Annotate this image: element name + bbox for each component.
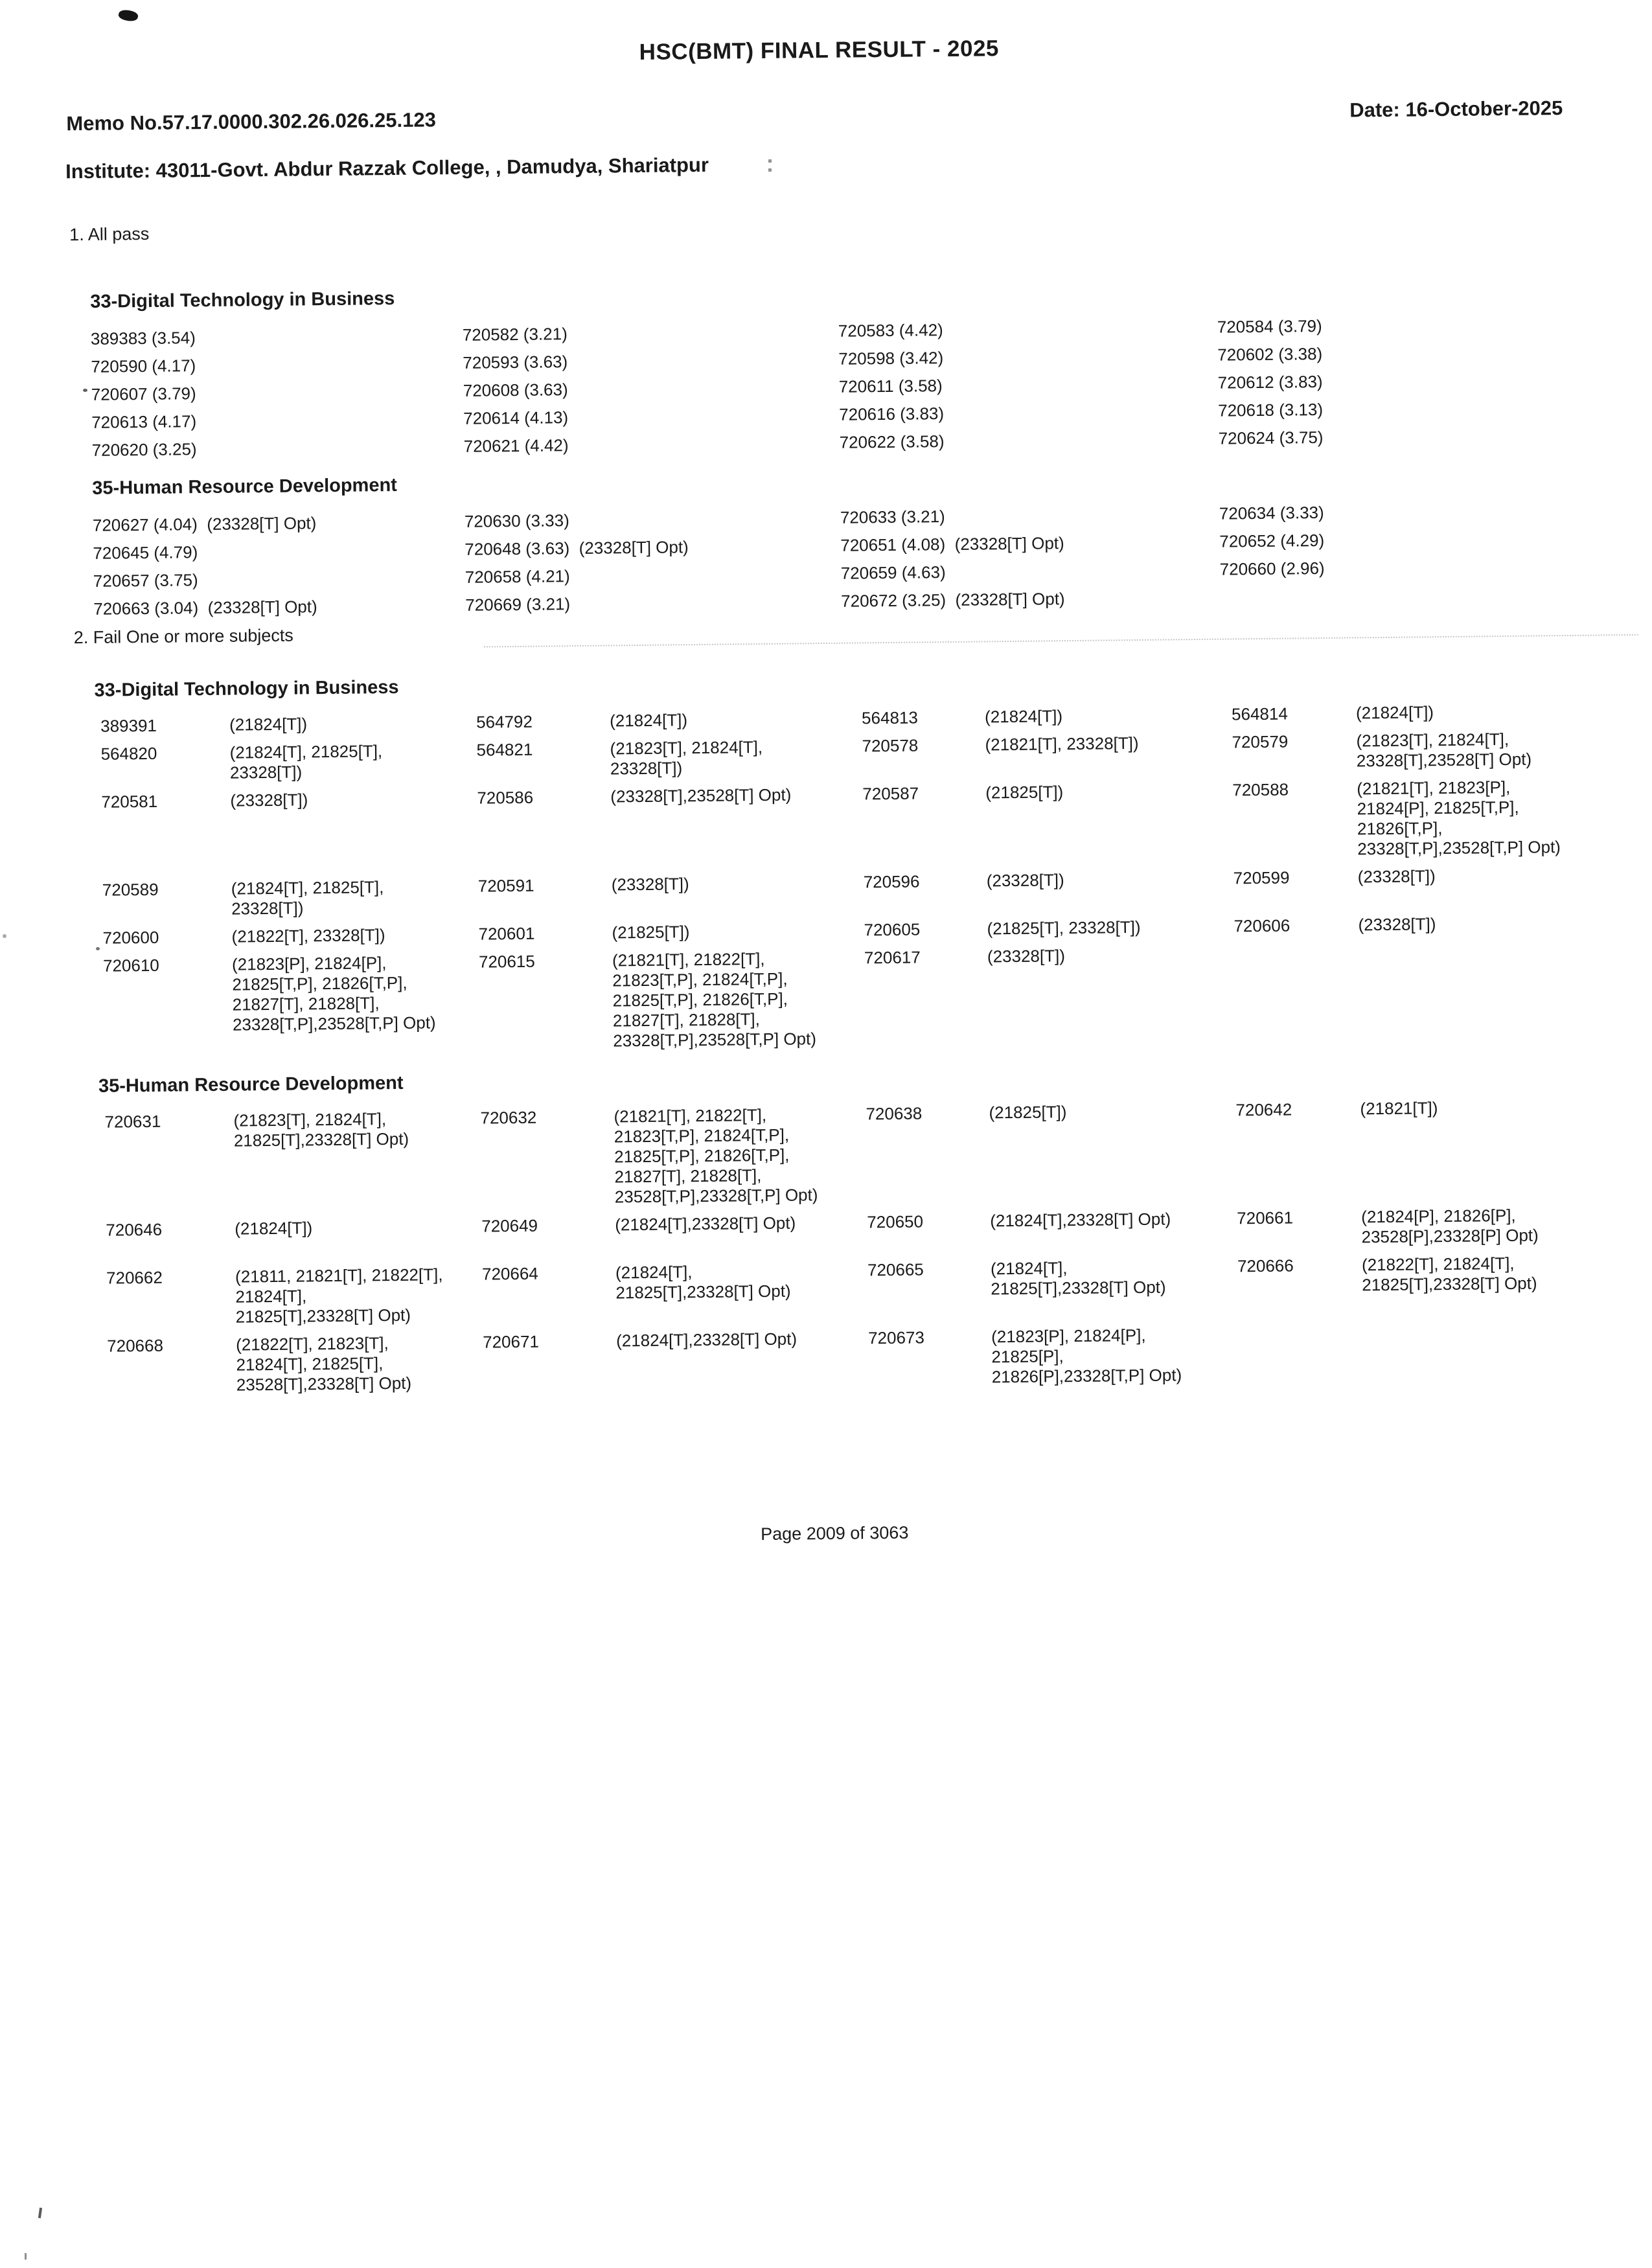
roll-number: 720638 [866, 1103, 923, 1124]
failed-subjects: (21825[T]) [985, 782, 1064, 803]
roll-number: 564820 [100, 743, 157, 764]
roll-number: 720665 [867, 1259, 924, 1280]
roll-gpa-cell: 720590 (4.17) [91, 356, 196, 376]
failed-subjects: (21824[T], 21825[T],23328[T] Opt) [615, 1262, 791, 1303]
section-rows [0, 499, 1651, 620]
failed-subjects: (21825[T]) [989, 1102, 1067, 1123]
failed-subjects: (23328[T]) [1358, 914, 1436, 935]
failed-subjects: (21825[T]) [612, 922, 690, 943]
memo-row [0, 97, 1646, 136]
roll-number: 564792 [476, 711, 533, 732]
roll-number: 720578 [862, 735, 919, 756]
roll-gpa-cell: 720648 (3.63) (23328[T] Opt) [465, 537, 689, 559]
scan-artifact-speck [3, 934, 6, 938]
roll-number: 720649 [481, 1215, 538, 1236]
roll-number: 720599 [1233, 867, 1290, 888]
roll-gpa-cell: 389383 (3.54) [90, 328, 196, 349]
failed-subjects: (21823[T], 21824[T], 21825[T],23328[T] Opt) [233, 1109, 409, 1151]
roll-number [1234, 943, 1359, 944]
roll-gpa-cell: 720663 (3.04) (23328[T] Opt) [93, 597, 317, 619]
roll-gpa-cell: 720624 (3.75) [1218, 427, 1324, 448]
roll-gpa-cell: 720593 (3.63) [463, 352, 568, 372]
roll-gpa-cell: 720583 (4.42) [838, 320, 943, 341]
roll-number: 720671 [482, 1331, 540, 1352]
result-row [106, 1252, 1652, 1329]
roll-gpa-cell: 720607 (3.79) [91, 384, 196, 404]
failed-subjects: (23328[T]) [987, 946, 1066, 967]
roll-gpa-cell: 720608 (3.63) [463, 380, 568, 400]
roll-number: 720579 [1232, 731, 1289, 752]
roll-number: 720662 [106, 1267, 163, 1288]
roll-gpa-cell: 720652 (4.29) [1219, 530, 1325, 551]
roll-gpa-cell: 720616 (3.83) [839, 404, 945, 424]
result-row [102, 864, 1652, 921]
failed-subjects: (21824[T]) [235, 1218, 313, 1239]
roll-number: 720588 [1232, 779, 1289, 800]
failed-subjects: (21823[P], 21824[P], 21825[P], 21826[P],23328[T,P] Opt) [991, 1325, 1182, 1387]
failed-subjects: (21824[T], 21825[T], 23328[T]) [231, 877, 384, 919]
roll-gpa-cell: 720658 (4.21) [465, 566, 570, 587]
roll-number: 720650 [867, 1211, 924, 1232]
roll-gpa-cell: 720614 (4.13) [463, 407, 569, 428]
result-row [104, 1096, 1652, 1213]
roll-gpa-cell: 720622 (3.58) [839, 431, 945, 452]
roll-number: 564813 [861, 707, 919, 728]
failed-subjects: (21823[P], 21824[P], 21825[T,P], 21826[T,P], 21827[T], 21828[T], 23328[T,P],23528[T,P] Opt) [231, 953, 436, 1035]
trade-section [0, 274, 1649, 461]
roll-number: 720617 [864, 947, 921, 968]
roll-number: 389391 [100, 715, 157, 736]
roll-gpa-cell: 720651 (4.08) (23328[T] Opt) [840, 533, 1064, 555]
section-heading: 33-Digital Technology in Business [94, 676, 399, 701]
failed-subjects: (21824[T], 21825[T],23328[T] Opt) [990, 1258, 1166, 1299]
failed-subjects: (21825[T], 23328[T]) [987, 917, 1141, 939]
roll-gpa-cell: 720620 (3.25) [91, 439, 197, 460]
failed-subjects [1362, 1320, 1652, 1323]
roll-gpa-cell: 720659 (4.63) [840, 562, 946, 583]
failed-subjects: (23328[T]) [230, 790, 308, 810]
failed-subjects: (21824[T]) [229, 714, 308, 735]
roll-number: 720591 [477, 875, 534, 896]
roll-number: 720587 [862, 783, 919, 804]
roll-number: 720596 [863, 871, 920, 892]
roll-number: 720606 [1233, 915, 1291, 936]
roll-gpa-cell: 720611 (3.58) [838, 376, 943, 396]
failed-subjects: (21822[T], 21824[T], 21825[T],23328[T] Opt) [1361, 1253, 1537, 1295]
trade-section [4, 1059, 1652, 1398]
results-body [0, 208, 1652, 1398]
roll-gpa-cell: 720618 (3.13) [1217, 399, 1324, 420]
failed-subjects: (21822[T], 23328[T]) [231, 925, 385, 946]
roll-number: 564821 [476, 739, 533, 760]
roll-number: 720615 [478, 951, 535, 972]
roll-gpa-cell: 720669 (3.21) [465, 594, 571, 615]
failed-subjects: (21822[T], 21823[T], 21824[T], 21825[T], 23528[T],23328[T] Opt) [236, 1333, 412, 1395]
scan-artifact-speck [768, 159, 772, 163]
page-number: Page 2009 of 3063 [761, 1522, 909, 1544]
failed-subjects: (21824[T],23328[T] Opt) [990, 1209, 1171, 1231]
section-rows [0, 313, 1649, 461]
failed-subjects: (21821[T], 23328[T]) [985, 733, 1139, 755]
failed-subjects: (23328[T]) [611, 874, 689, 895]
failed-subjects: (21824[T],23328[T] Opt) [615, 1329, 797, 1351]
page-title: HSC(BMT) FINAL RESULT - 2025 [639, 36, 1000, 65]
result-row [100, 728, 1652, 785]
roll-gpa-cell: 720633 (3.21) [840, 507, 945, 527]
roll-gpa-cell: 720582 (3.21) [462, 324, 568, 345]
roll-number: 720642 [1235, 1099, 1292, 1120]
roll-number: 564814 [1231, 704, 1288, 724]
section-rows [0, 700, 1652, 1058]
roll-gpa-cell: 720645 (4.79) [93, 542, 198, 563]
failed-subjects: (21824[T],23328[T] Opt) [615, 1213, 796, 1235]
roll-gpa-cell: 720598 (3.42) [838, 348, 944, 369]
trade-section [0, 663, 1652, 1058]
roll-number: 720581 [101, 791, 158, 812]
roll-number: 720589 [102, 879, 159, 900]
failed-subjects [1359, 940, 1652, 943]
roll-gpa-cell: 720627 (4.04) (23328[T] Opt) [92, 513, 317, 535]
failed-subjects: (21811, 21821[T], 21822[T], 21824[T], 21825[T],23328[T] Opt) [235, 1265, 443, 1327]
roll-gpa-cell: 720584 (3.79) [1217, 315, 1322, 337]
failed-subjects: (23328[T]) [986, 870, 1064, 891]
failed-subjects: (21821[T], 21823[P], 21824[P], 21825[T,P], 21826[T,P], 23328[T,P],23528[T,P] Opt) [1357, 777, 1561, 859]
group-label: 2. Fail One or more subjects [73, 625, 294, 648]
failed-subjects: (21821[T], 21822[T], 21823[T,P], 21824[T,P], 21825[T,P], 21826[T,P], 21827[T], 21828[T], 23328[T,P],23528[T,P] Opt) [612, 949, 817, 1051]
failed-subjects: (21824[P], 21826[P], 23528[P],23328[P] Opt) [1361, 1205, 1539, 1247]
failed-subjects: (21823[T], 21824[T], 23328[T],23528[T] Opt) [1356, 729, 1532, 771]
roll-number: 720632 [480, 1107, 537, 1128]
section-heading: 33-Digital Technology in Business [90, 288, 395, 312]
failed-subjects: (23328[T],23528[T] Opt) [610, 785, 792, 807]
failed-subjects: (21824[T]) [1355, 702, 1434, 723]
group-label: 1. All pass [69, 223, 150, 245]
failed-subjects: (23328[T]) [1357, 866, 1436, 887]
roll-number: 720673 [867, 1327, 925, 1348]
roll-gpa-cell: 720613 (4.17) [91, 411, 197, 432]
roll-gpa-cell: 720621 (4.42) [463, 435, 569, 456]
roll-number: 720631 [104, 1111, 161, 1132]
roll-gpa-cell: 720634 (3.33) [1219, 502, 1324, 523]
failed-subjects: (21824[T]) [984, 706, 1063, 727]
roll-gpa-cell: 720630 (3.33) [464, 510, 569, 531]
roll-gpa-cell: 720660 (2.96) [1219, 558, 1325, 579]
roll-number: 720600 [102, 927, 159, 948]
section-rows [4, 1096, 1652, 1398]
roll-gpa-cell [1220, 583, 1651, 588]
failed-subjects: (21824[T], 21825[T], 23328[T]) [229, 741, 383, 783]
memo-number: Memo No.57.17.0000.302.26.026.25.123 [66, 108, 437, 135]
roll-gpa-cell: 720672 (3.25) (23328[T] Opt) [841, 589, 1065, 611]
roll-number: 720664 [481, 1263, 538, 1284]
roll-number: 720668 [107, 1335, 164, 1356]
section-heading: 35-Human Resource Development [92, 474, 398, 499]
roll-number [1238, 1323, 1362, 1324]
result-date: Date: 16-October-2025 [1349, 97, 1563, 122]
failed-subjects: (21821[T], 21822[T], 21823[T,P], 21824[T,P], 21825[T,P], 21826[T,P], 21827[T], 21828[T], 23528[T,P],23328[T,P] Opt) [614, 1105, 818, 1207]
scan-artifact-speck [83, 389, 87, 392]
failed-subjects: (21824[T]) [609, 710, 688, 731]
result-group [0, 611, 1652, 1398]
roll-number: 720666 [1237, 1255, 1294, 1276]
roll-number: 720601 [478, 923, 535, 944]
roll-gpa-cell: 720657 (3.75) [93, 570, 198, 591]
roll-gpa-cell: 720602 (3.38) [1217, 343, 1323, 365]
result-row [101, 776, 1652, 873]
institute-name: Institute: 43011-Govt. Abdur Razzak College, , Damudya, Shariatpur [65, 153, 709, 183]
section-heading: 35-Human Resource Development [98, 1072, 404, 1097]
roll-number: 720586 [477, 787, 534, 808]
scan-artifact-speck [96, 947, 100, 950]
result-group [0, 208, 1651, 620]
scan-artifact-tick [25, 2253, 27, 2260]
result-row [106, 1204, 1652, 1261]
result-row [103, 940, 1652, 1057]
roll-number: 720610 [102, 955, 159, 976]
result-row [107, 1320, 1652, 1397]
roll-number: 720661 [1237, 1208, 1294, 1228]
failed-subjects: (21823[T], 21824[T], 23328[T]) [610, 737, 763, 779]
roll-number: 720646 [106, 1219, 163, 1240]
roll-number: 720605 [864, 919, 921, 940]
trade-section [0, 461, 1651, 620]
roll-gpa-cell: 720612 (3.83) [1217, 371, 1323, 393]
failed-subjects: (21821[T]) [1360, 1098, 1438, 1119]
